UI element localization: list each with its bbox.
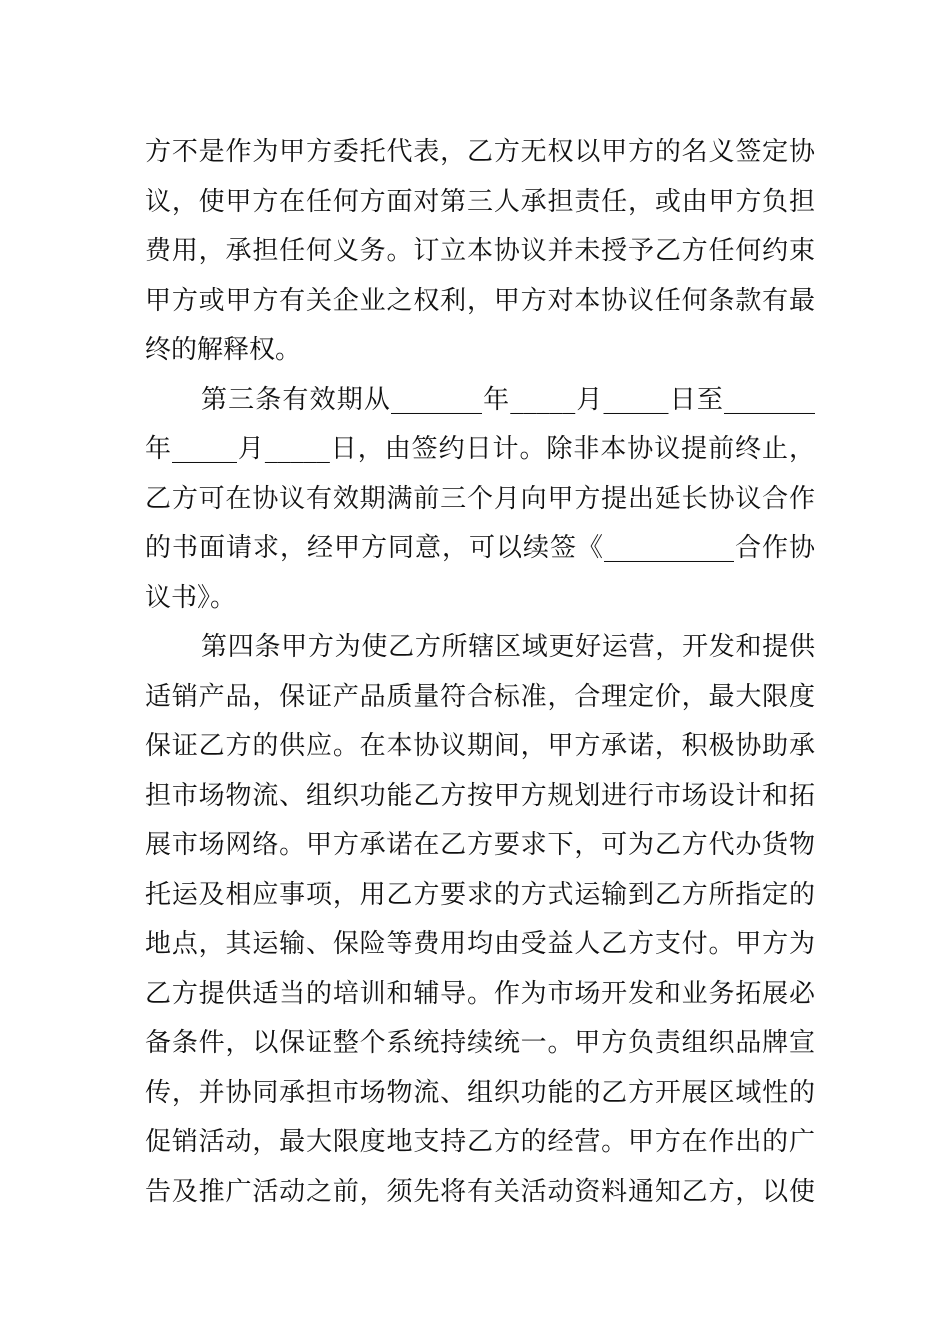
text-line: 托运及相应事项，用乙方要求的方式运输到乙方所指定的	[145, 879, 815, 910]
text-line: 终的解释权。	[145, 335, 302, 365]
text-line: 乙方提供适当的培训和辅导。作为市场开发和业务拓展必	[145, 978, 815, 1009]
text-line: 展市场网络。甲方承诺在乙方要求下，可为乙方代办货物	[145, 830, 815, 860]
text-line: 告及推广活动之前，须先将有关活动资料通知乙方，以使	[145, 1176, 815, 1207]
text-line: 第四条甲方为使乙方所辖区域更好运营，开发和提供	[201, 632, 815, 662]
text-line: 费用，承担任何义务。订立本协议并未授予乙方任何约束	[145, 236, 815, 266]
text-line: 促销活动，最大限度地支持乙方的经营。甲方在作出的广	[145, 1127, 815, 1157]
text-line: 方不是作为甲方委托代表，乙方无权以甲方的名义签定协	[145, 137, 815, 167]
text-line: 的书面请求，经甲方同意，可以续签《__________合作协	[145, 533, 815, 563]
text-line: 第三条有效期从_______年_____月_____日至_______	[201, 384, 815, 415]
text-line: 议书》。	[145, 582, 237, 613]
paragraph-article-4	[145, 623, 815, 1217]
text-line: 适销产品，保证产品质量符合标准，合理定价，最大限度	[145, 681, 815, 712]
text-line: 地点，其运输、保险等费用均由受益人乙方支付。甲方为	[145, 929, 815, 959]
text-line: 担市场物流、组织功能乙方按甲方规划进行市场设计和拓	[145, 780, 815, 811]
text-line: 议，使甲方在任何方面对第三人承担责任，或由甲方负担	[145, 186, 815, 217]
text-line: 传，并协同承担市场物流、组织功能的乙方开展区域性的	[145, 1077, 815, 1108]
paragraph-1	[145, 128, 815, 376]
text-line: 甲方或甲方有关企业之权利，甲方对本协议任何条款有最	[145, 285, 815, 316]
text-line: 保证乙方的供应。在本协议期间，甲方承诺，积极协助承	[145, 731, 815, 761]
paragraph-article-3	[145, 376, 815, 624]
document-body	[145, 128, 815, 1217]
text-line: 备条件，以保证整个系统持续统一。甲方负责组织品牌宣	[145, 1028, 815, 1058]
text-line: 乙方可在协议有效期满前三个月向甲方提出延长协议合作	[145, 483, 815, 514]
text-line: 年_____月_____日，由签约日计。除非本协议提前终止，	[145, 434, 815, 464]
